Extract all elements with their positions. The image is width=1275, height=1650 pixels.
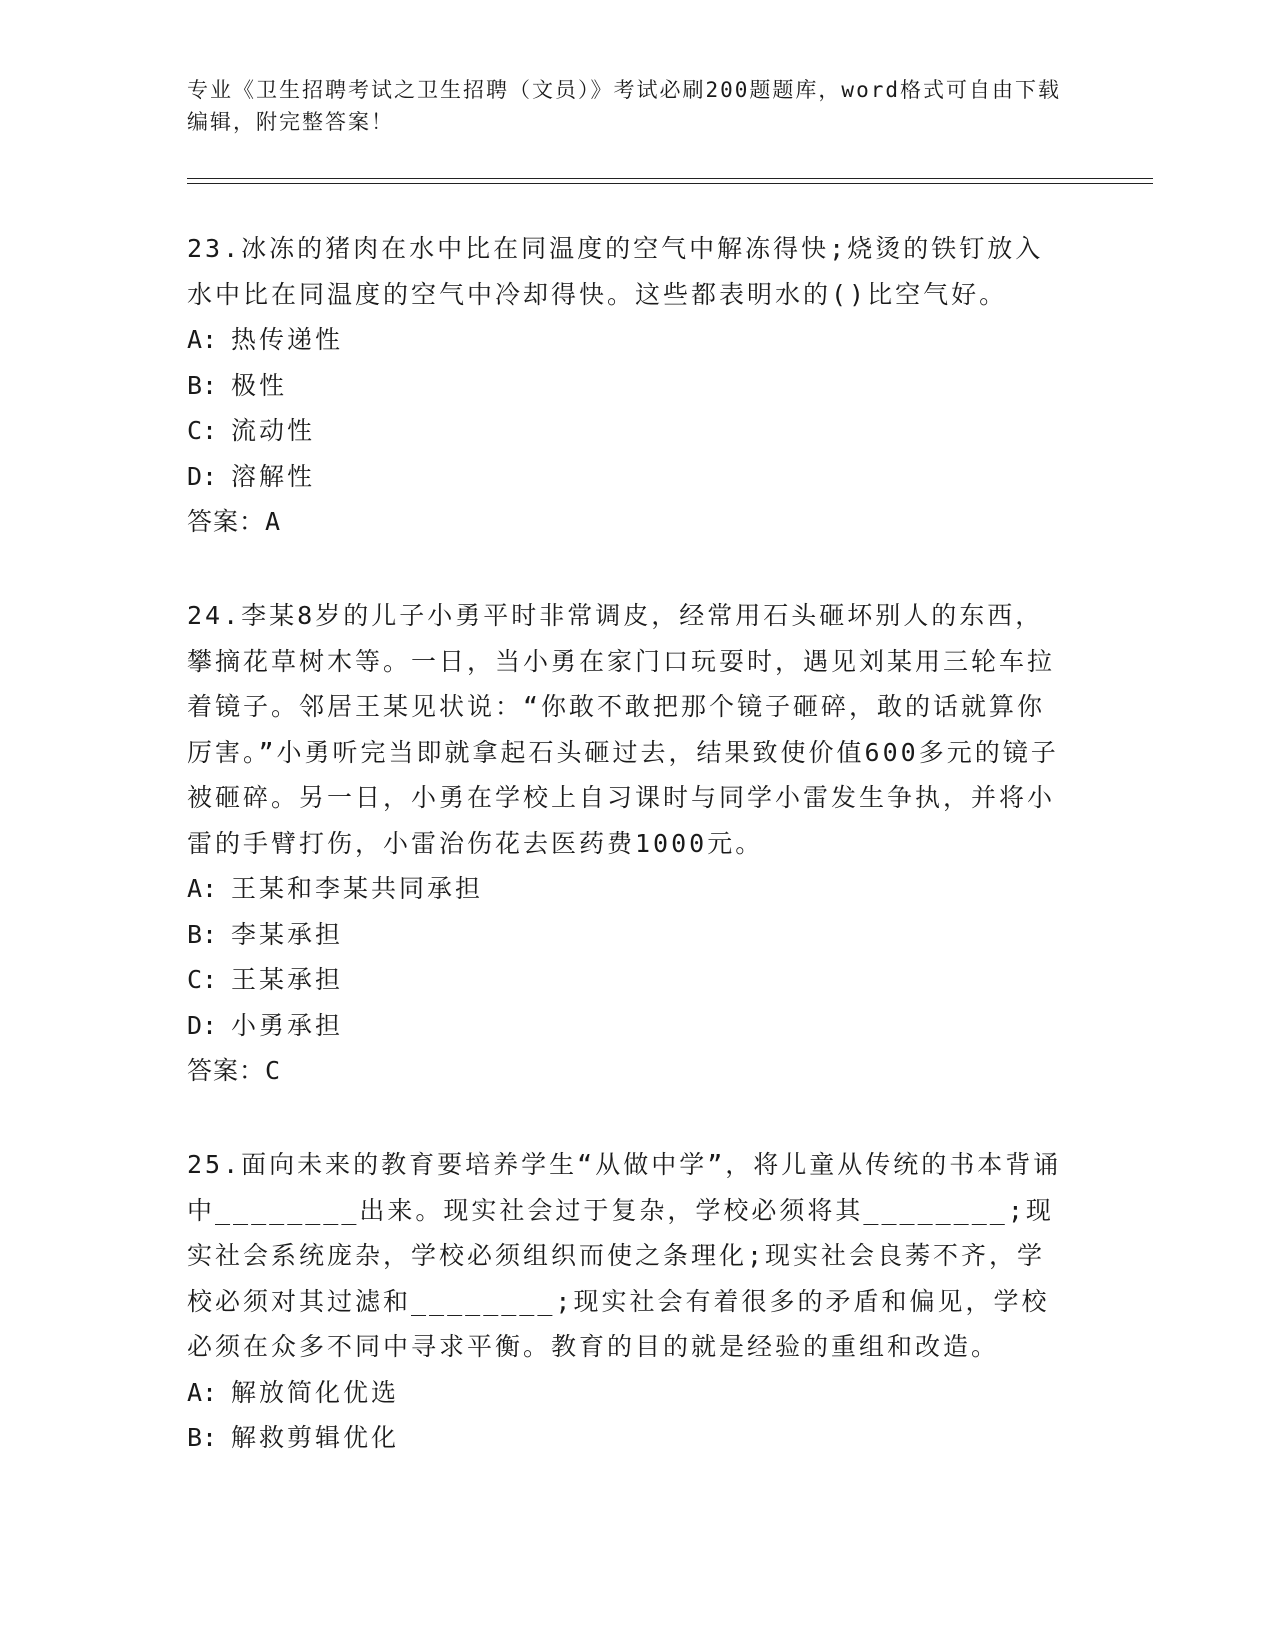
header-divider-top [187, 178, 1153, 179]
option-key: D: [187, 1010, 218, 1040]
option-text: 王某承担 [231, 965, 344, 994]
question-stem: 23.冰冻的猪肉在水中比在同温度的空气中解冻得快;烧烫的铁钉放入水中比在同温度的空气中冷却得快。这些都表明水的()比空气好。 [187, 234, 1044, 309]
option-b [187, 912, 1067, 958]
answer-line [187, 1048, 1067, 1094]
answer-label: 答案： [187, 1056, 266, 1085]
option-key: A: [187, 325, 218, 354]
header-divider-bottom [187, 183, 1153, 184]
option-a [187, 866, 1067, 912]
option-c [187, 408, 1067, 454]
option-text: 极性 [231, 370, 288, 400]
question-stem: 24.李某8岁的儿子小勇平时非常调皮，经常用石头砸坏别人的东西，攀摘花草树木等。一日，当小勇在家门口玩耍时，遇见刘某用三轮车拉着镜子。邻居王某见状说：“你敢不敢把那个镜子砸碎，敢的话就算你厉害。”小勇听完当即就拿起石头砸过去，结果致使价值600多元的镜子被砸碎。另一日，小勇在学校上自习课时与同学小雷发生争执，并将小雷的手臂打伤，小雷治伤花去医药费1000元。 [187, 601, 1059, 858]
answer-label: 答案： [187, 507, 266, 536]
option-d [187, 1003, 1067, 1049]
header-text: 专业《卫生招聘考试之卫生招聘（文员）》考试必刷200题题库，word格式可自由下载编辑，附完整答案！ [187, 78, 1061, 134]
question-24 [187, 593, 1067, 1094]
option-text: 李某承担 [231, 919, 344, 949]
option-text: 溶解性 [231, 461, 316, 491]
option-text: 解救剪辑优化 [231, 1423, 400, 1452]
option-b [187, 363, 1067, 409]
option-text: 小勇承担 [231, 1010, 344, 1040]
option-key: C: [187, 416, 218, 445]
option-text: 解放简化优选 [231, 1377, 400, 1407]
option-a [187, 317, 1067, 363]
question-25 [187, 1142, 1067, 1461]
answer-value: C [265, 1056, 282, 1085]
option-key: B: [187, 370, 218, 400]
option-text: 流动性 [231, 416, 316, 445]
answer-value: A [265, 507, 282, 536]
option-c [187, 957, 1067, 1003]
option-key: B: [187, 1423, 218, 1452]
option-key: A: [187, 874, 218, 903]
option-a [187, 1370, 1067, 1416]
option-text: 热传递性 [231, 325, 344, 354]
question-23 [187, 226, 1067, 545]
option-text: 王某和李某共同承担 [231, 874, 484, 903]
question-stem: 25.面向未来的教育要培养学生“从做中学”，将儿童从传统的书本背诵中________出来。现实社会过于复杂，学校必须将其________;现实社会系统庞杂，学校必须组织而使之条理化;现实社会良莠不齐，学校必须对其过滤和________;现实社会有着很多的矛盾和偏见，学校必须在众多不同中寻求平衡。教育的目的就是经验的重组和改造。 [187, 1150, 1062, 1361]
option-key: B: [187, 919, 218, 949]
option-d [187, 454, 1067, 500]
option-key: D: [187, 461, 218, 491]
document-header [187, 74, 1067, 138]
answer-line [187, 499, 1067, 545]
option-b [187, 1415, 1067, 1461]
option-key: A: [187, 1377, 218, 1407]
option-key: C: [187, 965, 218, 994]
